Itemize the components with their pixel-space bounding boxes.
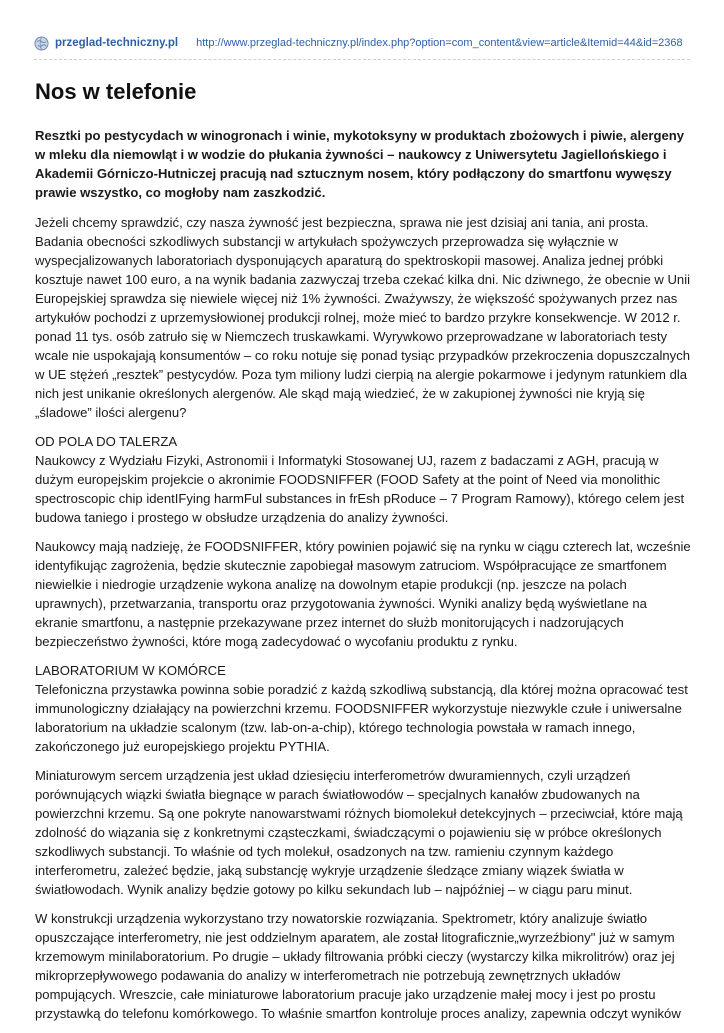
section-1 [35, 432, 691, 527]
paragraph-6: W konstrukcji urządzenia wykorzystano trzy nowatorskie rozwiązania. Spektrometr, który analizuje światło opuszczające interferometry, nie jest oddzielnym aparatem, ale został litograficznie„wyrzeźbiony" już w samym krzemowym minilaboratorium. Po drugie – układy filtrowania próbki cieczy (wystarczy kilka mikrolitrów) oraz jej mikroprzepływowego podawania do analizy w interferometrach nie potrzebują zewnętrznych układów pompujących. Wreszcie, całe miniaturowe laboratorium pracuje jako urządzenie małej mocy i jest po prostu przystawką do telefonu komórkowego. To właśnie smartfon kontroluje proces analizy, zapewnia odczyt wyników [35, 911, 681, 1021]
globe-icon [34, 36, 49, 51]
article-lead: Resztki po pestycydach w winogronach i winie, mykotoksyny w produktach zbożowych i piwie, alergeny w mleku dla niemowląt i w wodzie do płukania żywności – naukowcy z Uniwersytetu Jagiellońskiego i Akademii Górniczo-Hutniczej pracują nad sztucznym nosem, który podłączony do smartfonu wywęszy prawie wszystko, co mogłoby nam zaszkodzić. [35, 128, 685, 200]
section-2 [35, 661, 691, 756]
page-header [34, 33, 690, 60]
section-title-od-pola: OD POLA DO TALERZA [35, 434, 178, 449]
site-name-link[interactable]: przeglad-techniczny.pl [55, 37, 179, 49]
paragraph-5: Miniaturowym sercem urządzenia jest układ dziesięciu interferometrów dwuramiennych, czyli urządzeń porównujących wiązki światła biegnące w parach światłowodów – specjalnych kanałów zbudowanych na powierzchni krzemu. Są one pokryte nanowarstwami różnych biomolekuł detekcyjnych – przeciwciał, które mają zdolność do wiązania się z konkretnymi cząsteczkami, świadczącymi o pojawieniu się w próbce określonych szkodliwych substancji. To właśnie od tych molekuł, osadzonych na tzw. ramieniu czynnym każdego interferometru, zależeć będzie, jaką substancję wykryje urządzenie śledzące zmiany wiązek światła w światłowodach. Wynik analizy będzie gotowy po kilku sekundach lub – najpóźniej – w ciągu paru minut. [35, 768, 683, 897]
source-url-link[interactable]: http://www.przeglad-techniczny.pl/index.php?option=com_content&view=article&Itemid=44&id=2368 [196, 37, 683, 49]
paragraph-4: Telefoniczna przystawka powinna sobie poradzić z każdą szkodliwą substancją, dla której można opracować test immunologiczny działający na powierzchni krzemu. FOODSNIFFER wykorzystuje niezwykle czułe i uniwersalne laboratorium na układzie scalonym (tzw. lab-on-a-chip), którego technologia powstała w ramach innego, zakończonego już europejskiego projektu PYTHIA. [35, 682, 688, 754]
paragraph-1: Jeżeli chcemy sprawdzić, czy nasza żywność jest bezpieczna, sprawa nie jest dzisiaj ani tania, ani prosta. Badania obecności szkodliwych substancji w artykułach spożywczych przeprowadza się wyłącznie w wyspecjalizowanych laboratoriach dysponujących aparaturą do spektroskopii masowej. Analiza jednej próbki kosztuje nawet 100 euro, a na wynik badania zazwyczaj trzeba czekać kilka dni. Nic dziwnego, że obecnie w Unii Europejskiej sprawdza się niewiele więcej niż 1% żywności. Zważywszy, że większość spożywanych przez nas artykułów pochodzi z uprzemysłowionej produkcji rolnej, może mieć to bardzo przykre konsekwencje. W 2012 r. ponad 11 tys. osób zatruło się w Niemczech truskawkami. Wyrywkowo przeprowadzane w laboratoriach testy wcale nie uspokajają konsumentów – co roku notuje się ponad tysiąc przypadków przekroczenia dopuszczalnych w UE stężeń „resztek” pestycydów. Poza tym miliony ludzi cierpią na alergie pokarmowe i jedynym ratunkiem dla nich jest unikanie określonych alergenów. Ale skąd mają wiedzieć, że w zakupionej żywności nie kryją się „śladowe” ilości alergenu? [35, 215, 691, 420]
paragraph-3: Naukowcy mają nadzieję, że FOODSNIFFER, który powinien pojawić się na rynku w ciągu czterech lat, wcześnie identyfikując zagrożenia, będzie skutecznie zapobiegał masowym zatruciom. Współpracujące ze smartfonem niewielkie i niedrogie urządzenie wykona analizę na dowolnym etapie produkcji (np. jeszcze na polach uprawnych), przetwarzania, transportu oraz przygotowania żywności. Wyniki analizy będą wyświetlane na ekranie smartfonu, a następnie przekazywane przez internet do służb monitorujących i nadzorujących bezpieczeństwo żywności, które mogą zadecydować o wycofaniu produktu z rynku. [35, 539, 691, 649]
article-title: Nos w telefonie [35, 79, 197, 104]
article-body [35, 126, 691, 1033]
section-title-laboratorium: LABORATORIUM W KOMÓRCE [35, 663, 226, 678]
paragraph-2: Naukowcy z Wydziału Fizyki, Astronomii i Informatyki Stosowanej UJ, razem z badaczami z AGH, pracują w dużym europejskim projekcie o akronimie FOODSNIFFER (FOOD Safety at the point of Need via monolithic spectroscopic chip identIFying harmFul substances in frEsh pRoduce – 7 Program Ramowy), którego celem jest budowa taniego i prostego w obsłudze urządzenia do analizy żywności. [35, 453, 685, 525]
